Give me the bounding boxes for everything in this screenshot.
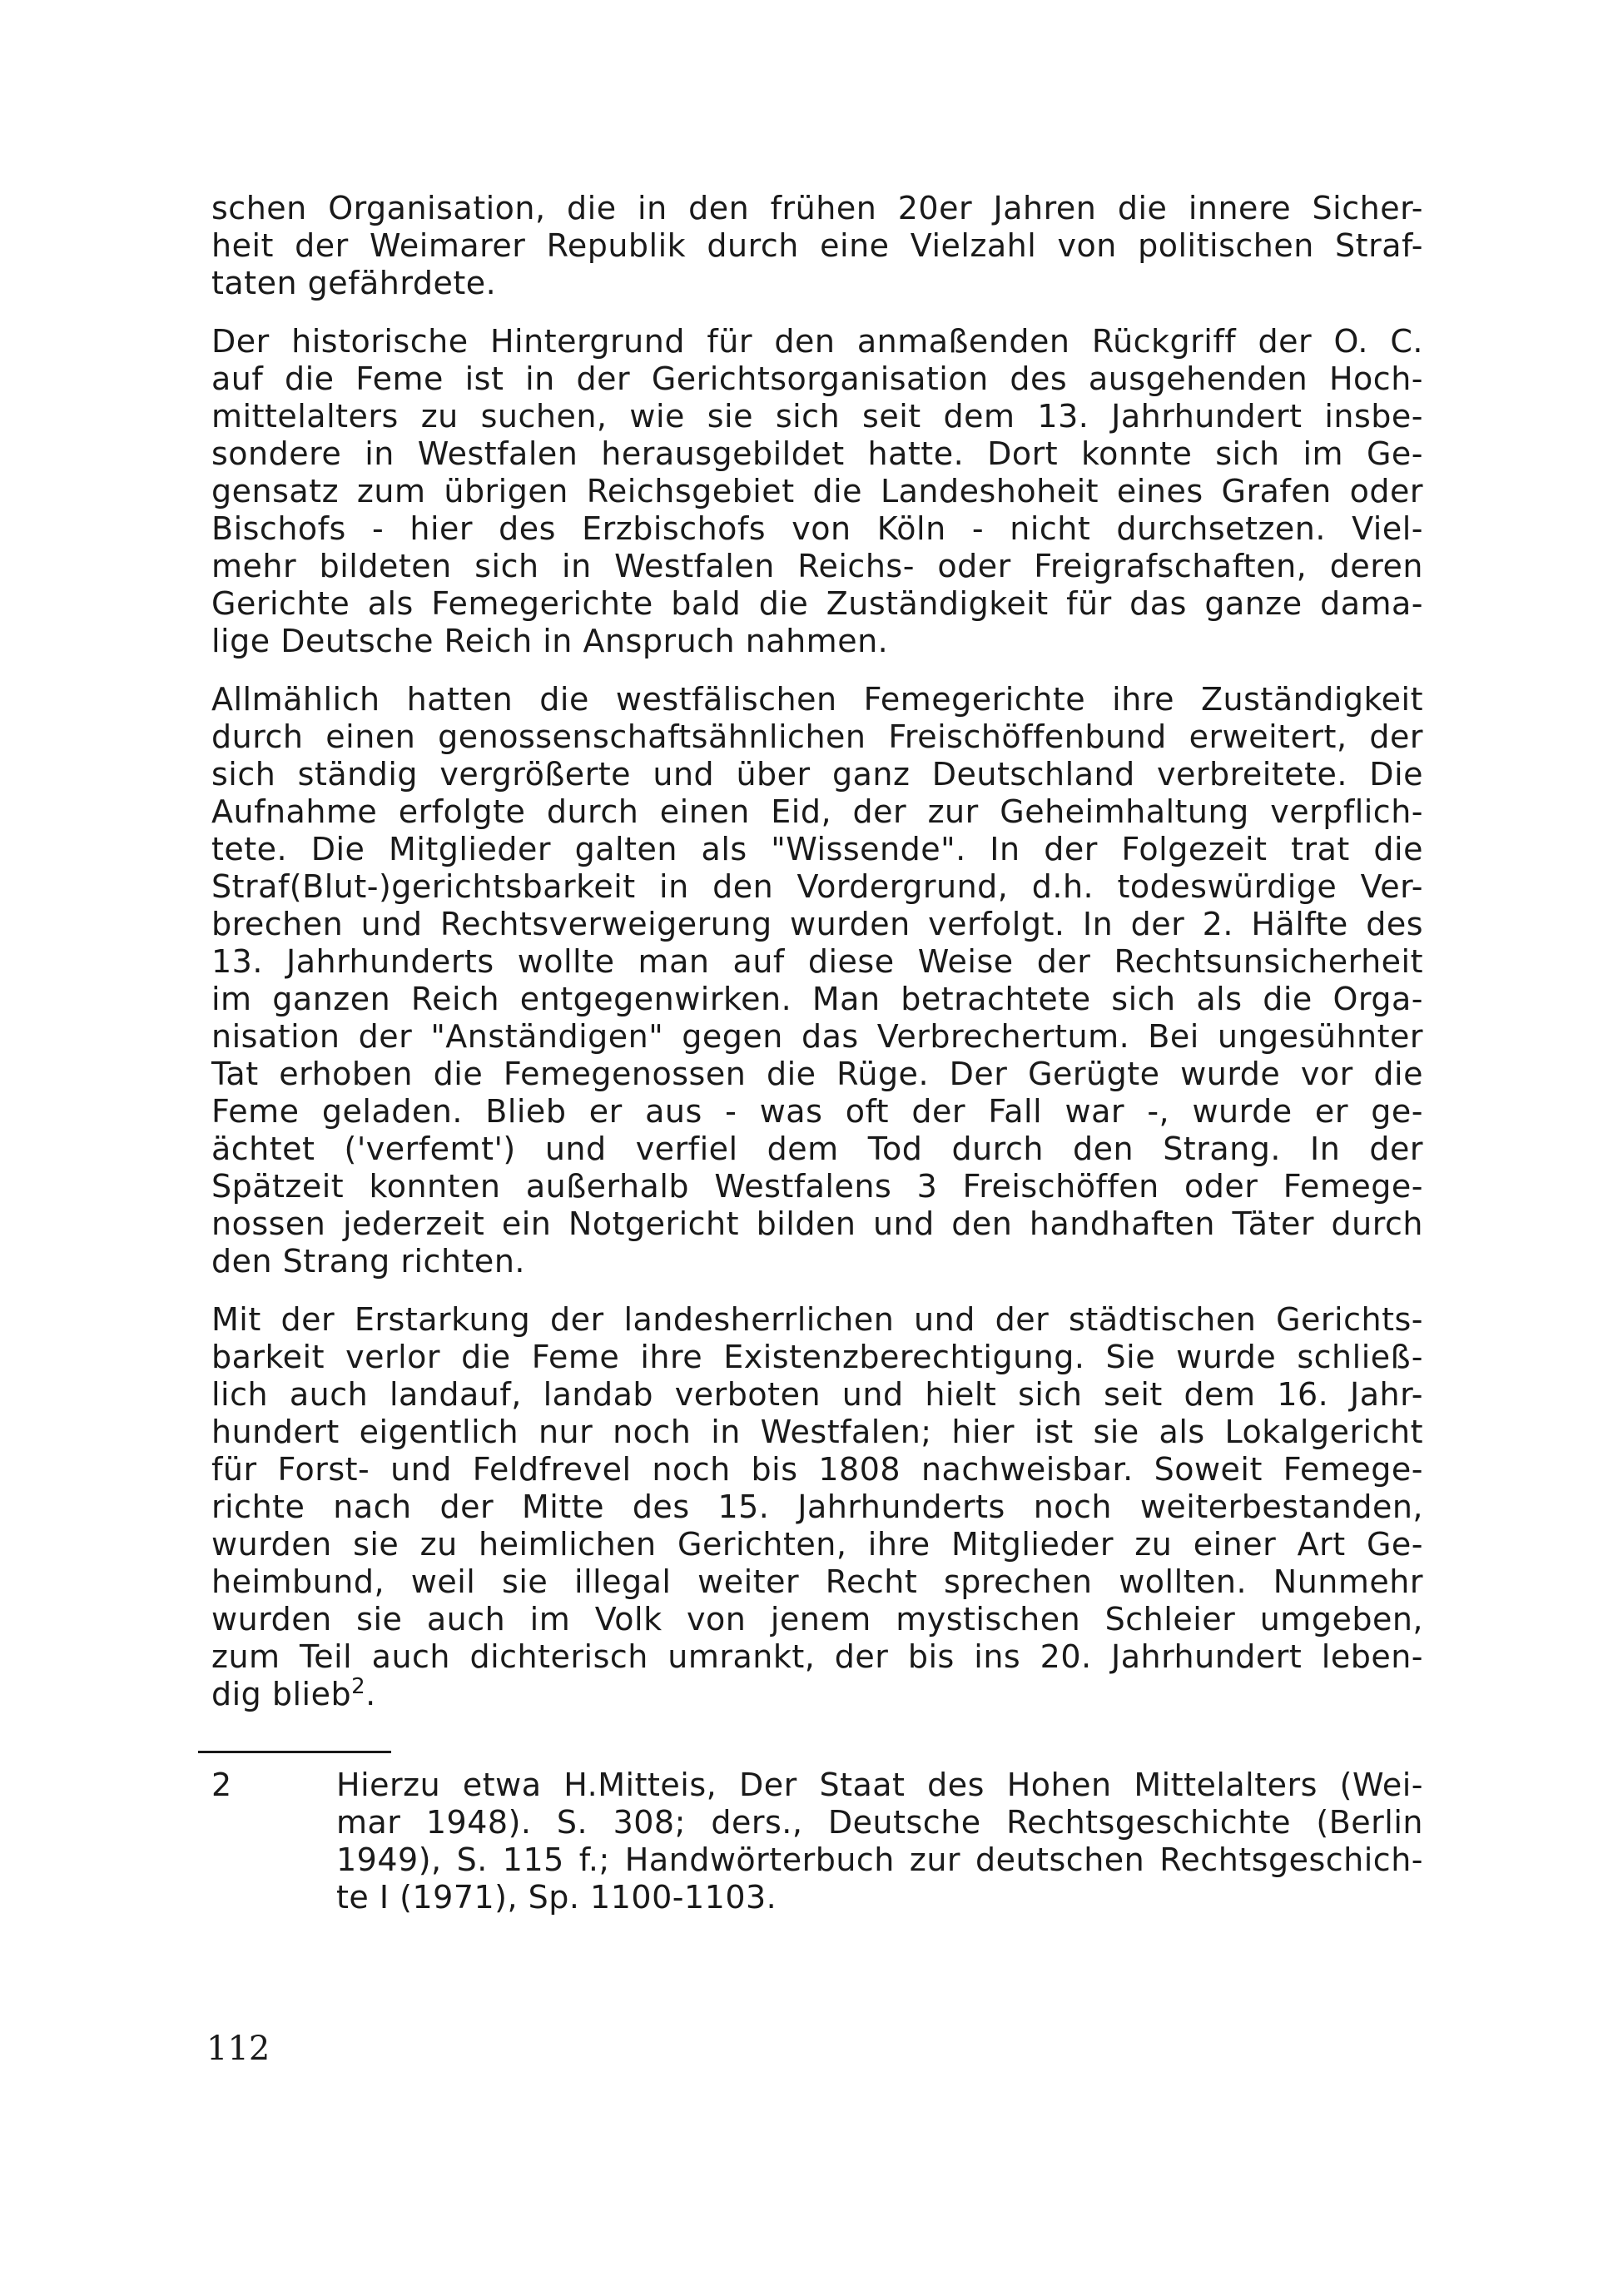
text-line: 13. Jahrhunderts wollte man auf diese Weise der Rechtsunsicherheit (211, 943, 1423, 980)
text-line: durch einen genossenschaftsähnlichen Freischöffenbund erweitert, der (211, 718, 1423, 755)
main-text (211, 190, 1423, 1734)
text-line: sich ständig vergrößerte und über ganz Deutschland verbreitete. Die (211, 756, 1423, 793)
footnote-line: 1949), S. 115 f.; Handwörterbuch zur deutschen Rechtsgeschich- (336, 1841, 1423, 1878)
text-line: Feme geladen. Blieb er aus - was oft der Fall war -, wurde er ge- (211, 1093, 1423, 1130)
page-number: 112 (206, 2030, 270, 2068)
text-line: gensatz zum übrigen Reichsgebiet die Landeshoheit eines Grafen oder (211, 473, 1423, 509)
text-line: ächtet ('verfemt') und verfiel dem Tod durch den Strang. In der (211, 1131, 1423, 1167)
text-line: lige Deutsche Reich in Anspruch nahmen. (211, 623, 889, 659)
text-line: wurden sie zu heimlichen Gerichten, ihre Mitglieder zu einer Art Ge- (211, 1526, 1423, 1563)
text-line: nisation der "Anständigen" gegen das Verbrechertum. Bei ungesühnter (211, 1018, 1423, 1055)
text-line: auf die Feme ist in der Gerichtsorganisation des ausgehenden Hoch- (211, 360, 1423, 397)
footnote-line: mar 1948). S. 308; ders., Deutsche Rechtsgeschichte (Berlin (336, 1804, 1423, 1841)
text-line: barkeit verlor die Feme ihre Existenzberechtigung. Sie wurde schließ- (211, 1339, 1423, 1375)
text-line: Der historische Hintergrund für den anmaßenden Rückgriff der O. C. (211, 323, 1423, 360)
text-line: lich auch landauf, landab verboten und hielt sich seit dem 16. Jahr- (211, 1376, 1423, 1413)
paragraph-2 (211, 323, 1423, 660)
text-line: im ganzen Reich entgegenwirken. Man betrachtete sich als die Orga- (211, 981, 1423, 1017)
text-line: nossen jederzeit ein Notgericht bilden und den handhaften Täter durch (211, 1205, 1423, 1242)
text-line: zum Teil auch dichterisch umrankt, der bis ins 20. Jahrhundert leben- (211, 1638, 1423, 1675)
text-line-final (211, 1676, 1423, 1713)
footnote-reference[interactable]: 2 (351, 1674, 366, 1699)
text-line: Aufnahme erfolgte durch einen Eid, der zur Geheimhaltung verpflich- (211, 793, 1423, 830)
text-line: sondere in Westfalen herausgebildet hatte. Dort konnte sich im Ge- (211, 435, 1423, 472)
footnote-number: 2 (211, 1767, 232, 1803)
footnote-separator (198, 1751, 391, 1753)
text-line: heimbund, weil sie illegal weiter Recht sprechen wollten. Nunmehr (211, 1563, 1423, 1600)
text-line: den Strang richten. (211, 1243, 525, 1280)
text-line: Tat erhoben die Femegenossen die Rüge. Der Gerügte wurde vor die (211, 1056, 1423, 1092)
text-line: Spätzeit konnten außerhalb Westfalens 3 Freischöffen oder Femege- (211, 1168, 1423, 1205)
paragraph-1 (211, 190, 1423, 302)
text-line: brechen und Rechtsverweigerung wurden verfolgt. In der 2. Hälfte des (211, 906, 1423, 942)
final-line-period: . (365, 1676, 376, 1712)
text-line: mehr bildeten sich in Westfalen Reichs- oder Freigrafschaften, deren (211, 548, 1423, 584)
final-line-text: dig blieb (211, 1676, 352, 1712)
text-line: Straf(Blut-)gerichtsbarkeit in den Vordergrund, d.h. todeswürdige Ver- (211, 868, 1423, 905)
text-line: Mit der Erstarkung der landesherrlichen und der städtischen Gerichts- (211, 1301, 1423, 1338)
footnote-line: Hierzu etwa H.Mitteis, Der Staat des Hohen Mittelalters (Wei- (336, 1767, 1423, 1803)
text-line: mittelalters zu suchen, wie sie sich seit dem 13. Jahrhundert insbe- (211, 398, 1423, 435)
text-line: Gerichte als Femegerichte bald die Zuständigkeit für das ganze dama- (211, 585, 1423, 622)
footnote-text (336, 1767, 1423, 1916)
text-line: schen Organisation, die in den frühen 20er Jahren die innere Sicher- (211, 190, 1423, 226)
text-line: heit der Weimarer Republik durch eine Vielzahl von politischen Straf- (211, 227, 1423, 264)
text-line: richte nach der Mitte des 15. Jahrhunderts noch weiterbestanden, (211, 1488, 1423, 1525)
text-line: Allmählich hatten die westfälischen Femegerichte ihre Zuständigkeit (211, 681, 1423, 718)
paragraph-4 (211, 1301, 1423, 1713)
text-line: wurden sie auch im Volk von jenem mystischen Schleier umgeben, (211, 1601, 1423, 1638)
footnote-line: te I (1971), Sp. 1100-1103. (336, 1879, 777, 1916)
text-line: taten gefährdete. (211, 265, 497, 301)
paragraph-3 (211, 681, 1423, 1280)
text-line: hundert eigentlich nur noch in Westfalen; hier ist sie als Lokalgericht (211, 1414, 1423, 1450)
text-line: Bischofs - hier des Erzbischofs von Köln - nicht durchsetzen. Viel- (211, 510, 1423, 547)
text-line: für Forst- und Feldfrevel noch bis 1808 nachweisbar. Soweit Femege- (211, 1451, 1423, 1488)
text-line: tete. Die Mitglieder galten als "Wissende". In der Folgezeit trat die (211, 831, 1423, 867)
